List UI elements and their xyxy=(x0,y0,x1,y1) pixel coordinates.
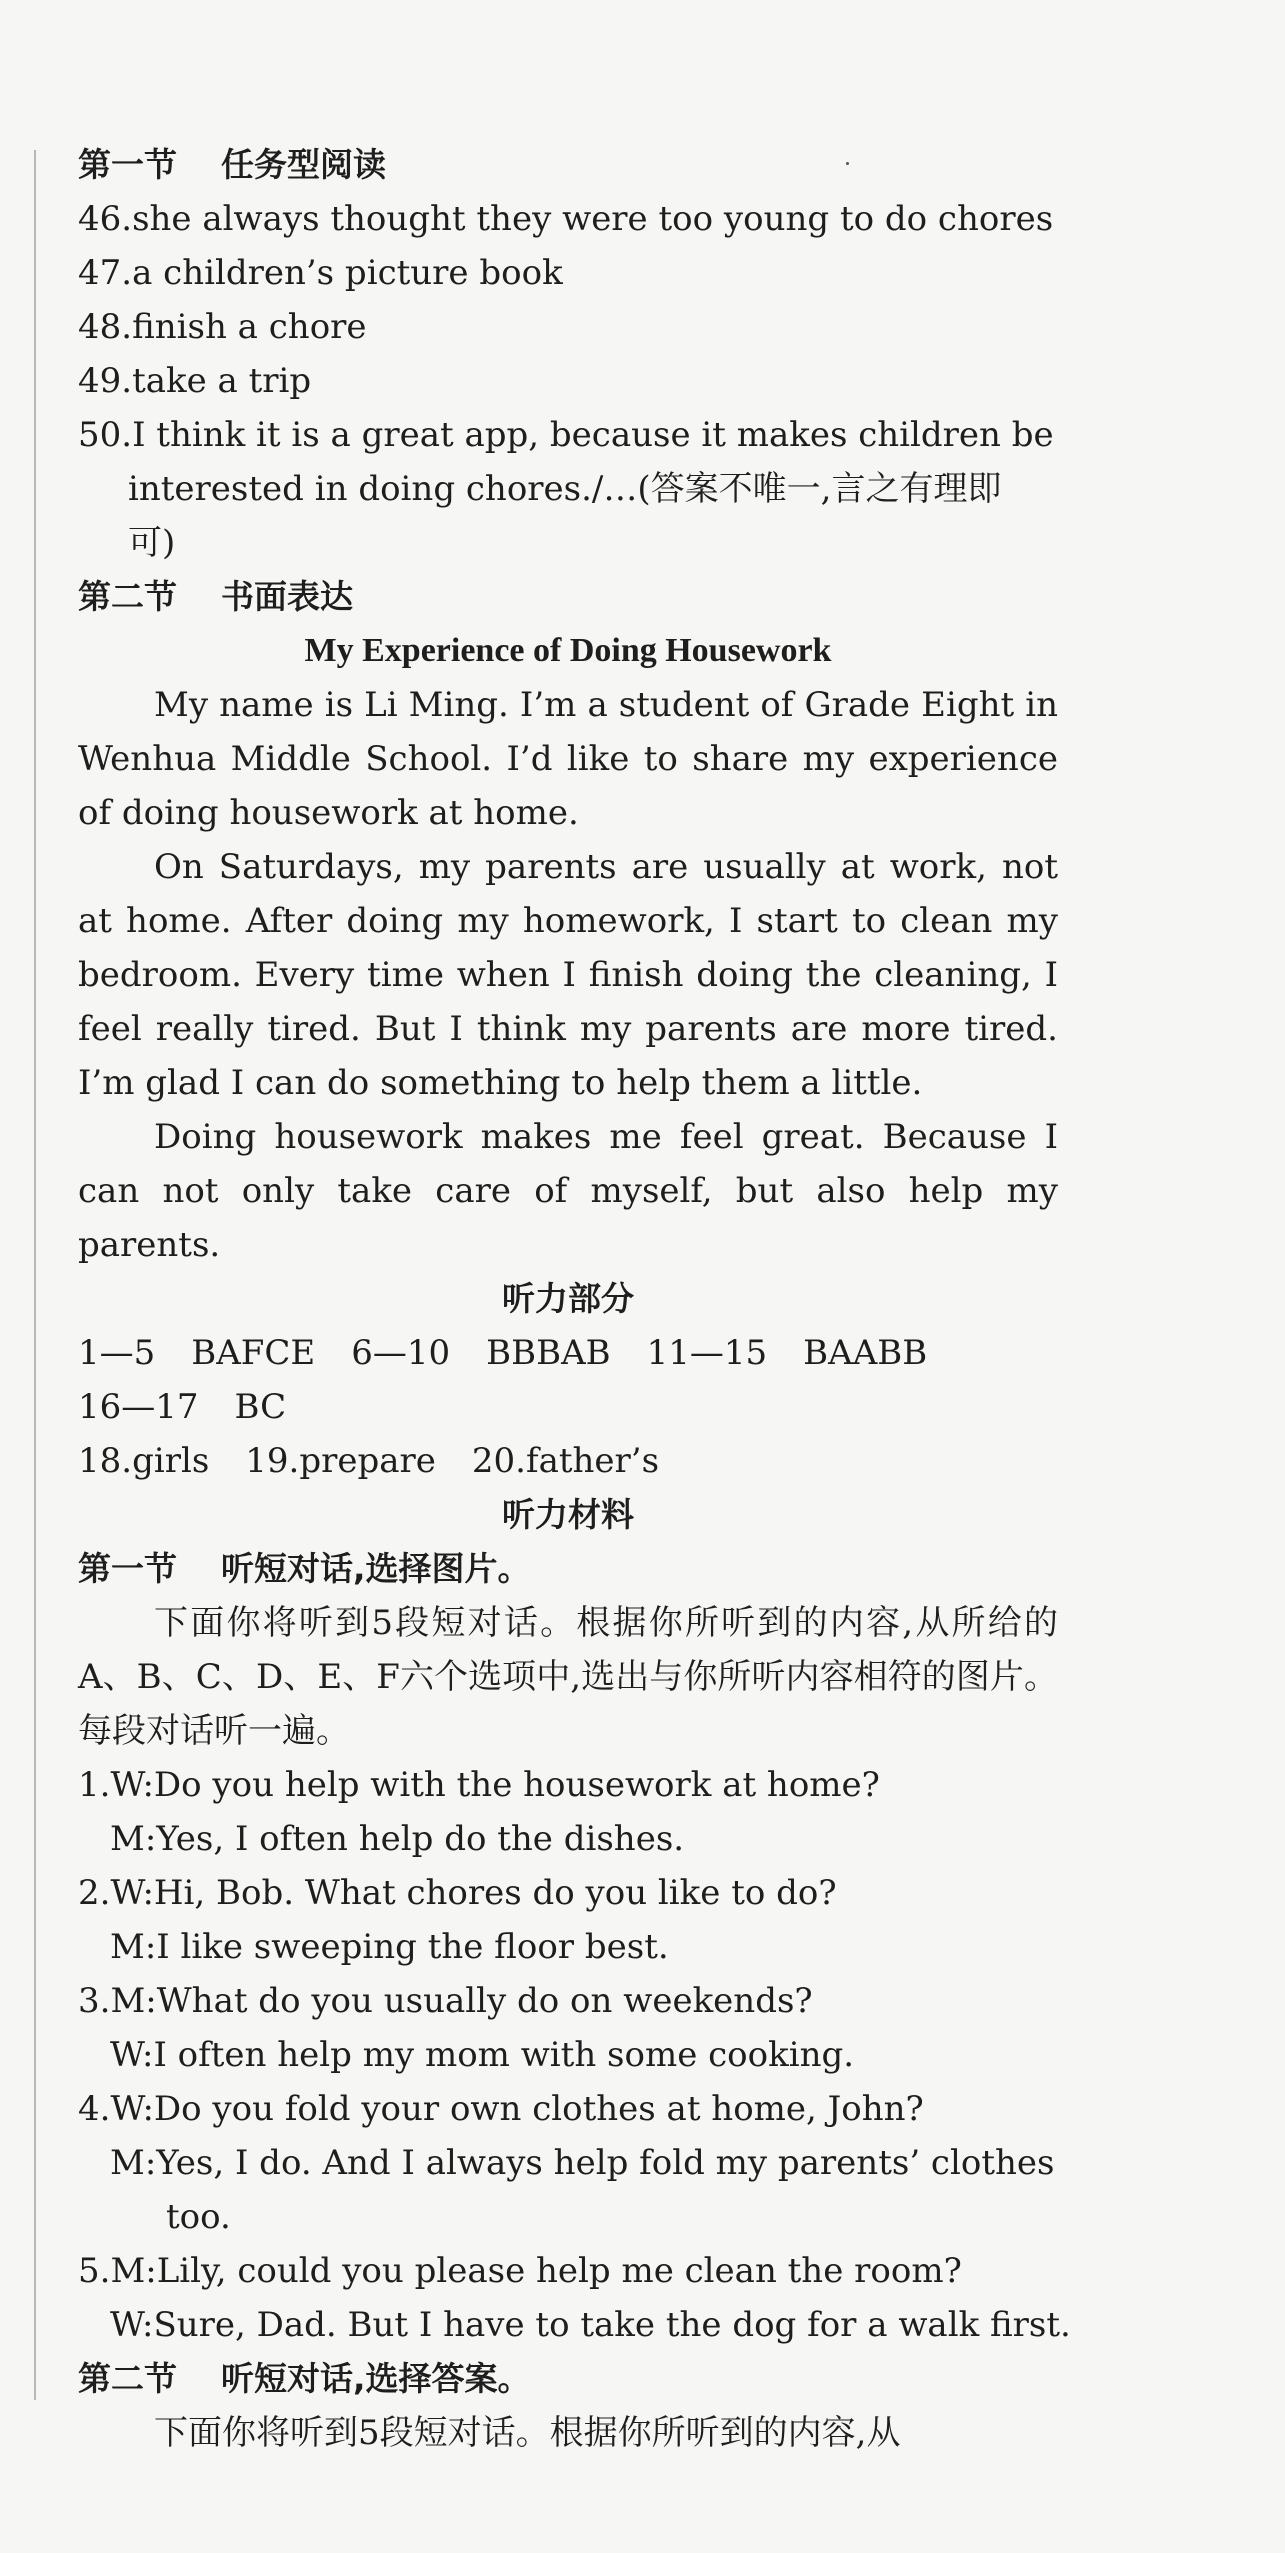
section2-number: 第二节 xyxy=(78,577,177,616)
answer-18: 18.girls xyxy=(78,1441,210,1481)
answer-47: 47.a children’s picture book xyxy=(78,253,563,293)
dialogue-number: 3. xyxy=(78,1981,111,2021)
part2-title: 听短对话,选择答案。 xyxy=(221,2359,531,2398)
dialogue-text: M:What do you usually do on weekends? xyxy=(110,1981,813,2021)
dialogue-1-line2: M:Yes, I often help do the dishes. xyxy=(110,1819,685,1859)
answer-48: 48.finish a chore xyxy=(78,307,367,347)
part1-title: 听短对话,选择图片。 xyxy=(221,1549,531,1588)
dialogue-4-line2: M:Yes, I do. And I always help fold my parents’ clothes xyxy=(110,2143,1055,2183)
dialogue-number: 5. xyxy=(78,2251,111,2291)
answer-20: 20.father’s xyxy=(471,1441,660,1481)
section2-heading xyxy=(78,570,1058,624)
listening-answers-row1 xyxy=(78,1326,1058,1380)
answer-value: BBBAB xyxy=(486,1333,611,1373)
dialogue-4-line1 xyxy=(78,2082,1058,2136)
answer-value: BAABB xyxy=(803,1333,928,1373)
section2-title: 书面表达 xyxy=(221,577,353,616)
dialogue-text: W:Do you help with the housework at home? xyxy=(110,1765,880,1805)
dialogue-text: M:Lily, could you please help me clean the room? xyxy=(110,2251,962,2291)
section1-number: 第一节 xyxy=(78,145,177,184)
dialogue-2-line1 xyxy=(78,1866,1058,1920)
answer-value: BAFCE xyxy=(191,1333,316,1373)
listening-title: 听力部分 xyxy=(502,1279,634,1318)
dialogue-5-line1 xyxy=(78,2244,1058,2298)
answer-46: 46.she always thought they were too young to do chores xyxy=(78,199,1054,239)
dialogue-number: 1. xyxy=(78,1765,111,1805)
answer-range: 11—15 xyxy=(646,1333,768,1373)
dialogue-3-line2: W:I often help my mom with some cooking. xyxy=(110,2035,855,2075)
dialogue-number: 2. xyxy=(78,1873,111,1913)
materials-title: 听力材料 xyxy=(502,1495,634,1534)
part1-intro: 下面你将听到5段短对话。根据你所听到的内容,从所给的A、B、C、D、E、F六个选项中,选出与你所听内容相符的图片。每段对话听一遍。 xyxy=(78,1603,1058,1751)
answer-19: 19.prepare xyxy=(245,1441,436,1481)
essay-title: My Experience of Doing Housework xyxy=(304,632,832,669)
part2-heading xyxy=(78,2352,1058,2406)
margin-rule xyxy=(34,150,36,2400)
dialogue-text: W:Do you fold your own clothes at home, John? xyxy=(110,2089,924,2129)
answer-value: BC xyxy=(234,1387,287,1427)
essay-paragraph-2: On Saturdays, my parents are usually at work, not at home. After doing my homework, I start to clean my bedroom. Every time when I finish doing the cleaning, I feel really tired. But I think my parents are more tired. I’m glad I can do something to help them a little. xyxy=(78,847,1058,1103)
answer-50-line3: 可) xyxy=(128,523,176,563)
dialogue-text: W:Hi, Bob. What chores do you like to do? xyxy=(110,1873,837,1913)
dialogue-5-line2: W:Sure, Dad. But I have to take the dog for a walk first. xyxy=(110,2305,1071,2345)
section1-title: 任务型阅读 xyxy=(221,145,386,184)
part1-number: 第一节 xyxy=(78,1549,177,1588)
part2-number: 第二节 xyxy=(78,2359,177,2398)
dialogue-1-line1 xyxy=(78,1758,1058,1812)
dialogue-4-line3: too. xyxy=(166,2197,231,2237)
section1-heading xyxy=(78,138,1058,192)
dialogue-2-line2: M:I like sweeping the floor best. xyxy=(110,1927,669,1967)
listening-answers-row2 xyxy=(78,1380,1058,1434)
answer-50-line2: interested in doing chores./…(答案不唯一,言之有理即 xyxy=(128,469,1002,509)
dialogue-3-line1 xyxy=(78,1974,1058,2028)
answer-range: 16—17 xyxy=(78,1387,199,1427)
part1-heading xyxy=(78,1542,1058,1596)
answer-key-content xyxy=(78,138,1071,2460)
dialogue-number: 4. xyxy=(78,2089,111,2129)
listening-answers-row3 xyxy=(78,1434,1058,1488)
answer-49: 49.take a trip xyxy=(78,361,312,401)
answer-50-line1: 50.I think it is a great app, because it makes children be xyxy=(78,415,1054,455)
answer-range: 6—10 xyxy=(351,1333,451,1373)
essay-paragraph-3: Doing housework makes me feel great. Because I can not only take care of myself, but also help my parents. xyxy=(78,1117,1058,1265)
essay-paragraph-1: My name is Li Ming. I’m a student of Grade Eight in Wenhua Middle School. I’d like to share my experience of doing housework at home. xyxy=(78,685,1058,833)
answer-range: 1—5 xyxy=(78,1333,156,1373)
part2-intro: 下面你将听到5段短对话。根据你所听到的内容,从 xyxy=(154,2413,901,2453)
